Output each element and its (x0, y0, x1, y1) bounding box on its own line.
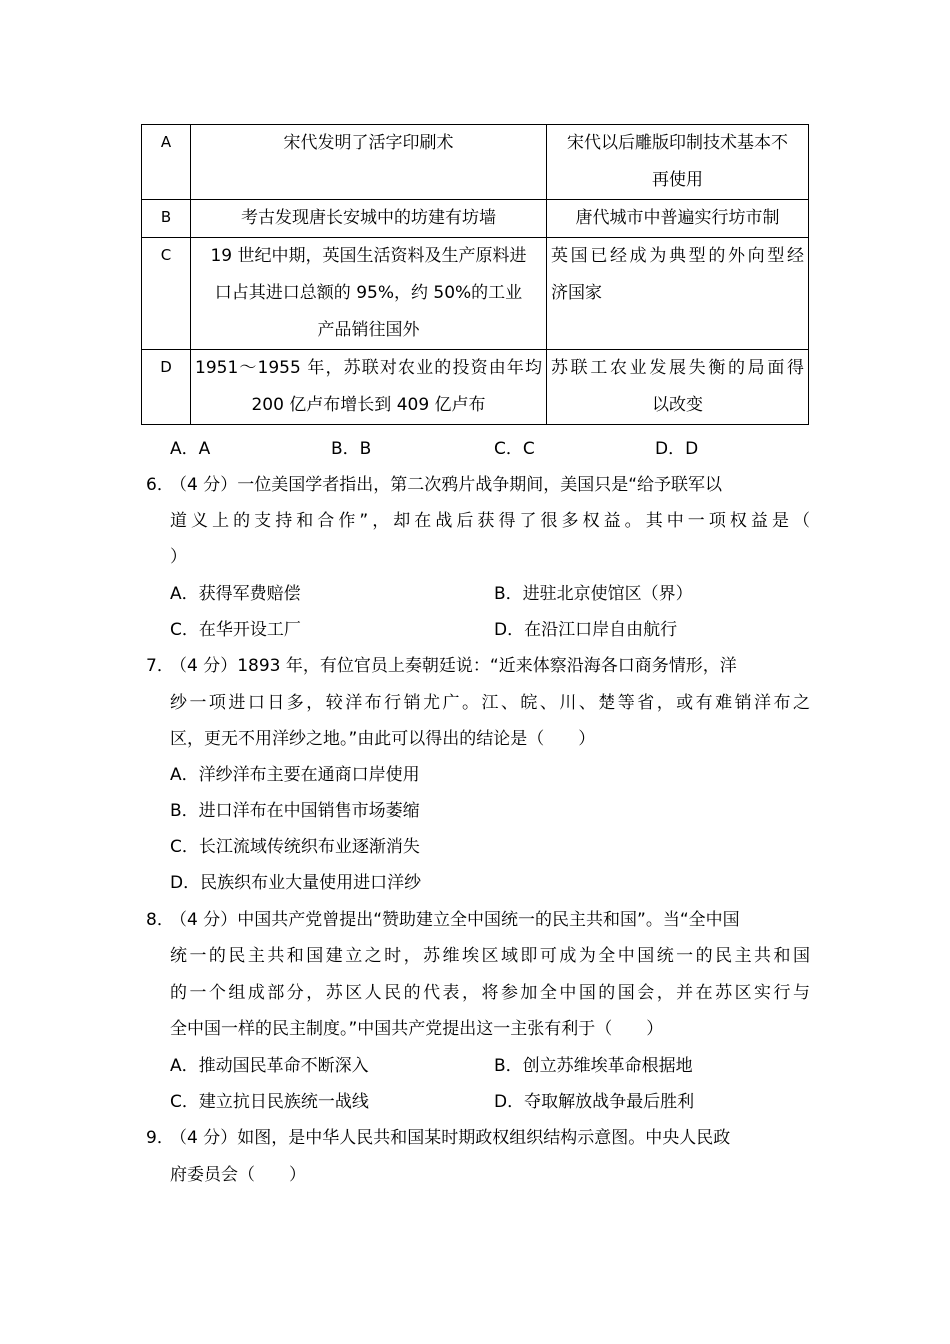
table-row (142, 125, 809, 200)
question-6-first-line (146, 467, 810, 503)
option-d[interactable]: D．民族织布业大量使用进口洋纱 (170, 873, 422, 893)
option-a[interactable]: A．获得军费赔偿 (170, 584, 301, 604)
row-label: A (142, 125, 191, 200)
row-right-cell (547, 125, 809, 200)
cell-line: 英国已经成为典型的外向型经 (551, 246, 804, 266)
question-number: 9． (146, 1128, 174, 1148)
question-number: 7． (146, 656, 174, 676)
question-text: （4 分）如图，是中华人民共和国某时期政权组织结构示意图。中央人民政 (170, 1128, 731, 1148)
question-number: 8． (146, 910, 174, 930)
table-row (142, 200, 809, 238)
row-label: D (142, 350, 191, 425)
cell-line: 再使用 (652, 170, 703, 190)
question-text: （4 分）一位美国学者指出，第二次鸦片战争期间，美国只是“给予联军以 (170, 475, 723, 495)
option-c[interactable]: C．建立抗日民族统一战线 (170, 1092, 369, 1112)
cell-line: 唐代城市中普遍实行坊市制 (575, 208, 780, 228)
question-9-first-line (146, 1120, 810, 1156)
option-d[interactable]: D．D (655, 439, 699, 459)
comparison-table (141, 124, 809, 425)
question-text: （4 分）中国共产党曾提出“赞助建立全中国统一的民主共和国”。当“全中国 (170, 910, 740, 930)
cell-line: 宋代发明了活字印刷术 (283, 133, 454, 153)
row-right-cell (547, 350, 809, 425)
row-label: B (142, 200, 191, 238)
cell-line: 产品销往国外 (317, 320, 420, 340)
question-text: 纱一项进口日多，较洋布行销尤广。江、皖、川、楚等省，或有难销洋布之 (170, 693, 810, 713)
cell-line: 1951～1955 年，苏联对农业的投资由年均 (195, 358, 542, 378)
cell-line: 苏联工农业发展失衡的局面得 (551, 358, 804, 378)
table-row (142, 238, 809, 350)
cell-line: 19 世纪中期，英国生活资料及生产原料进 (210, 246, 527, 266)
option-c[interactable]: C．C (494, 439, 535, 459)
question-8-first-line (146, 902, 810, 938)
option-b[interactable]: B．进口洋布在中国销售市场萎缩 (170, 801, 420, 821)
question-text: 全中国一样的民主制度。”中国共产党提出这一主张有利于（ ） (170, 1019, 664, 1039)
option-a[interactable]: A．A (170, 439, 211, 459)
question-number: 6． (146, 475, 174, 495)
row-label: C (142, 238, 191, 350)
option-b[interactable]: B．进驻北京使馆区（界） (494, 584, 693, 604)
cell-line: 考古发现唐长安城中的坊建有坊墙 (241, 208, 496, 228)
option-b[interactable]: B．创立苏维埃革命根据地 (494, 1056, 693, 1076)
option-a[interactable]: A．推动国民革命不断深入 (170, 1056, 369, 1076)
cell-line: 200 亿卢布增长到 409 亿卢布 (251, 395, 486, 415)
option-d[interactable]: D．夺取解放战争最后胜利 (494, 1092, 695, 1112)
row-left-cell (191, 200, 547, 238)
cell-line: 口占其进口总额的 95%，约 50%的工业 (214, 283, 523, 303)
row-left-cell (191, 238, 547, 350)
question-text: 府委员会（ ） (170, 1165, 306, 1185)
row-left-cell (191, 125, 547, 200)
option-a[interactable]: A．洋纱洋布主要在通商口岸使用 (170, 765, 420, 785)
row-right-cell (547, 238, 809, 350)
question-text: 区，更无不用洋纱之地。”由此可以得出的结论是（ ） (170, 729, 596, 749)
row-left-cell (191, 350, 547, 425)
question-text: 统一的民主共和国建立之时，苏维埃区域即可成为全中国统一的民主共和国 (170, 946, 810, 966)
row-right-cell (547, 200, 809, 238)
option-d[interactable]: D．在沿江口岸自由航行 (494, 620, 678, 640)
option-c[interactable]: C．在华开设工厂 (170, 620, 301, 640)
question-text: （4 分）1893 年，有位官员上奏朝廷说：“近来体察沿海各口商务情形，洋 (170, 656, 737, 676)
cell-line: 以改变 (652, 395, 703, 415)
table-row (142, 350, 809, 425)
question-7-first-line (146, 648, 810, 684)
cell-line: 济国家 (551, 283, 602, 303)
question-text: ） (170, 547, 187, 567)
option-c[interactable]: C．长江流域传统织布业逐渐消失 (170, 837, 420, 857)
question-text: 道义上的支持和合作”，却在战后获得了很多权益。其中一项权益是（ (170, 511, 810, 531)
cell-line: 宋代以后雕版印制技术基本不 (567, 133, 788, 153)
option-b[interactable]: B．B (331, 439, 372, 459)
question-text: 的一个组成部分，苏区人民的代表，将参加全中国的国会，并在苏区实行与 (170, 983, 810, 1003)
